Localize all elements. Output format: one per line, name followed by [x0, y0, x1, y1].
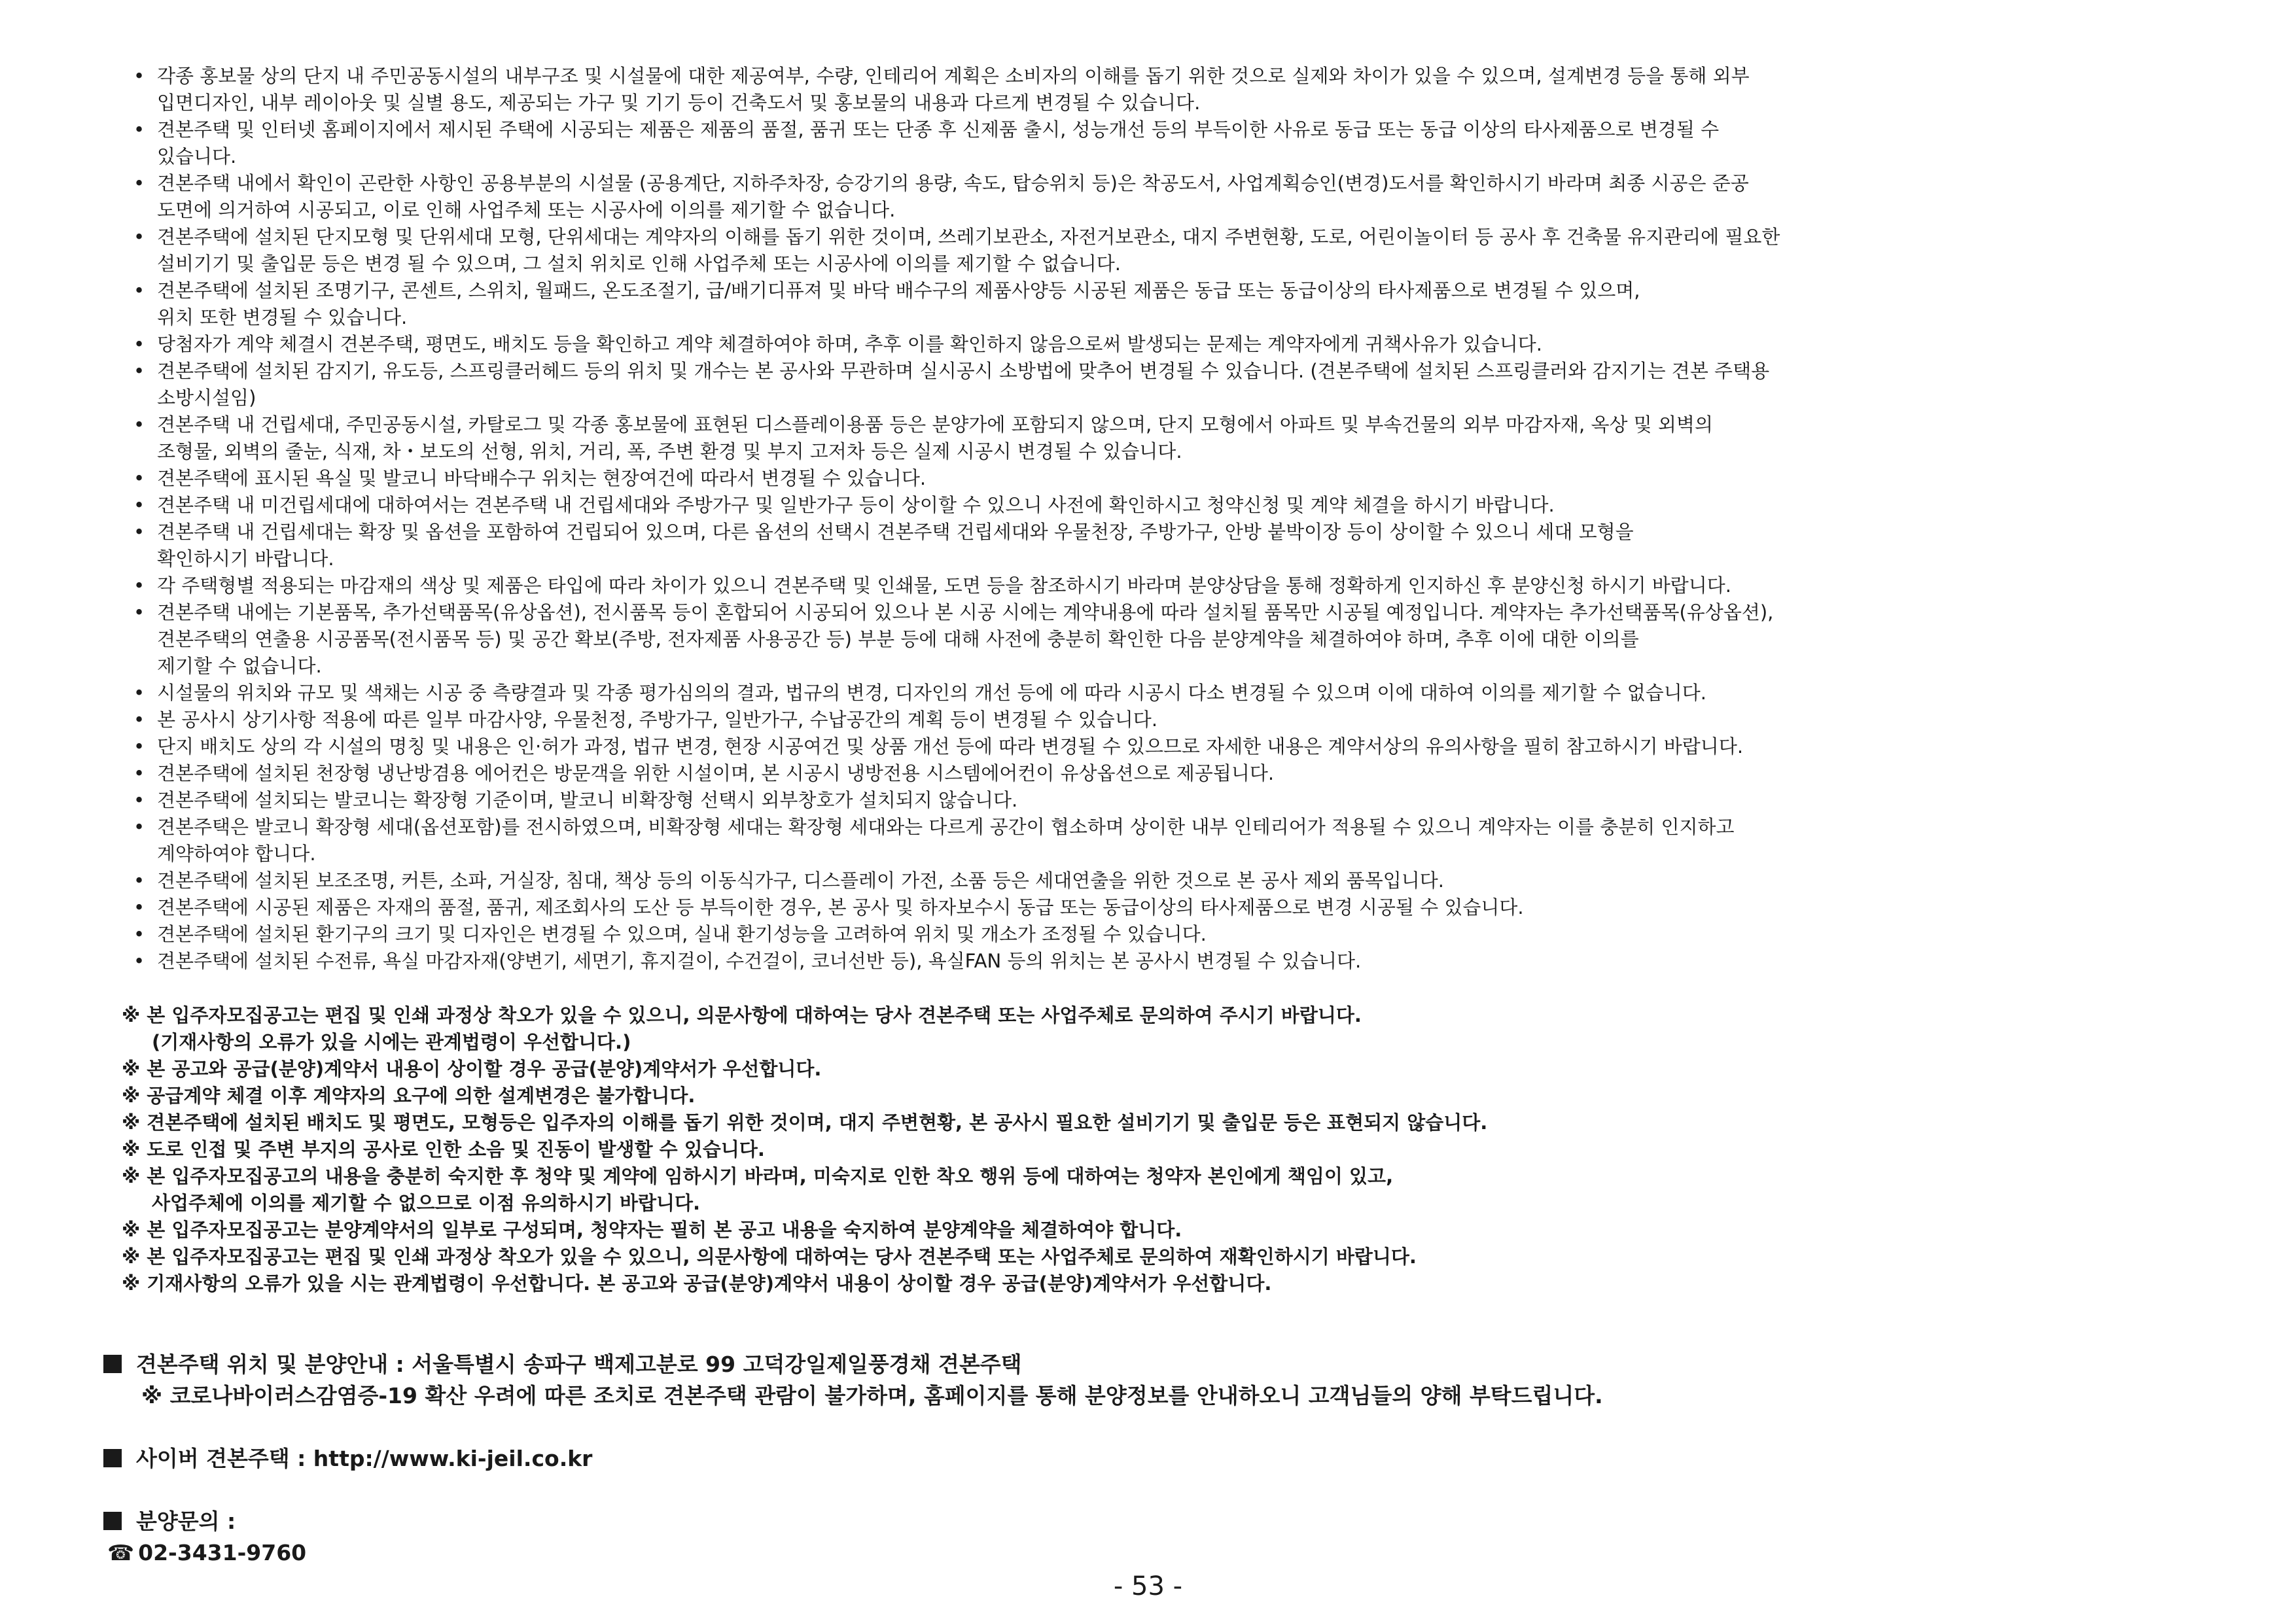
notice-item: • 본 공사시 상기사항 적용에 따른 일부 마감사양, 우물천정, 주방가구, 일반가구, 수납공간의 계획 등이 변경될 수 있습니다. — [131, 707, 2212, 733]
note-item: ※ 기재사항의 오류가 있을 시는 관계법령이 우선합니다. 본 공고와 공급(분양)계약서 내용이 상이할 경우 공급(분양)계약서가 우선합니다. — [122, 1272, 1272, 1295]
note-item: ※ 본 입주자모집공고는 분양계약서의 일부로 구성되며, 청약자는 필히 본 공고 내용을 숙지하여 분양계약을 체결하여야 합니다. — [122, 1219, 1182, 1241]
square-bullet-icon — [103, 1355, 122, 1373]
square-bullet-icon — [103, 1449, 122, 1467]
notice-item: • 견본주택에 설치된 조명기구, 콘센트, 스위치, 월패드, 온도조절기, 급/배기디퓨져 및 바닥 배수구의 제품사양등 시공된 제품은 동급 또는 동급이상의 타사제품으로 변경될 수 있으며, 위치 또한 변경될 수 있습니다. — [131, 277, 2212, 331]
model-house-info — [103, 1318, 2230, 1569]
notice-item: • 견본주택에 설치된 보조조명, 커튼, 소파, 거실장, 침대, 책상 등의 이동식가구, 디스플레이 가전, 소품 등은 세대연출을 위한 것으로 본 공사 제외 품목입니다. — [131, 867, 2212, 894]
covid-note: ※ 코로나바이러스감염증-19 확산 우려에 따른 조치로 견본주택 관람이 불가하며, 홈페이지를 통해 분양정보를 안내하오니 고객님들의 양해 부탁드립니다. — [141, 1383, 1603, 1408]
notice-item: • 견본주택은 발코니 확장형 세대(옵션포함)를 전시하였으며, 비확장형 세대는 확장형 세대와는 다르게 공간이 협소하며 상이한 내부 인테리어가 적용될 수 있으니 계약자는 이를 충분히 인지하고 계약하여야 합니다. — [131, 814, 2212, 867]
notice-item: • 견본주택 내 미건립세대에 대하여서는 견본주택 내 건립세대와 주방가구 및 일반가구 등이 상이할 수 있으니 사전에 확인하시고 청약신청 및 계약 체결을 하시기 바랍니다. — [131, 492, 2212, 519]
notice-item: • 각 주택형별 적용되는 마감재의 색상 및 제품은 타입에 따라 차이가 있으니 견본주택 및 인쇄물, 도면 등을 참조하시기 바라며 분양상담을 통해 정확하게 인지하신 후 분양신청 하시기 바랍니다. — [131, 572, 2212, 599]
note-item: ※ 본 입주자모집공고의 내용을 충분히 숙지한 후 청약 및 계약에 임하시기 바라며, 미숙지로 인한 착오 행위 등에 대하여는 청약자 본인에게 책임이 있고, 사업주체에 이의를 제기할 수 없으므로 이점 유의하시기 바랍니다. — [122, 1165, 1394, 1214]
notice-item: • 시설물의 위치와 규모 및 색채는 시공 중 측량결과 및 각종 평가심의의 결과, 법규의 변경, 디자인의 개선 등에 에 따라 시공시 다소 변경될 수 있으며 이에 대하여 이의를 제기할 수 없습니다. — [131, 680, 2212, 707]
notice-item: • 견본주택에 설치된 수전류, 욕실 마감자재(양변기, 세면기, 휴지걸이, 수건걸이, 코너선반 등), 욕실FAN 등의 위치는 본 공사시 변경될 수 있습니다. — [131, 948, 2212, 975]
notice-item: • 견본주택에 설치된 감지기, 유도등, 스프링클러헤드 등의 위치 및 개수는 본 공사와 무관하며 실시공시 소방법에 맞추어 변경될 수 있습니다. (견본주택에 설치된 스프링클러와 감지기는 견본 주택용 소방시설임) — [131, 358, 2212, 411]
cyber-row — [103, 1412, 2230, 1475]
notice-item: • 견본주택 내에서 확인이 곤란한 사항인 공용부분의 시설물 (공용계단, 지하주차장, 승강기의 용량, 속도, 탑승위치 등)은 착공도서, 사업계획승인(변경)도서를 확인하시기 바라며 최종 시공은 준공 도면에 의거하여 시공되고, 이로 인해 사업주체 또는 시공사에 이의를 제기할 수 없습니다. — [131, 170, 2212, 224]
notice-bullet-list — [131, 63, 2212, 975]
note-item: ※ 본 공고와 공급(분양)계약서 내용이 상이할 경우 공급(분양)계약서가 우선합니다. — [122, 1058, 822, 1080]
phone-icon: ☎ — [107, 1540, 135, 1565]
note-item: ※ 도로 인접 및 주변 부지의 공사로 인한 소음 및 진동이 발생할 수 있습니다. — [122, 1138, 765, 1161]
notice-item: • 견본주택에 설치된 단지모형 및 단위세대 모형, 단위세대는 계약자의 이해를 돕기 위한 것이며, 쓰레기보관소, 자전거보관소, 대지 주변현황, 도로, 어린이놀이터 등 공사 후 건축물 유지관리에 필요한 설비기기 및 출입문 등은 변경 될 수 있으며, 그 설치 위치로 인해 사업주체 또는 시공사에 이의를 제기할 수 없습니다. — [131, 224, 2212, 277]
note-item: ※ 견본주택에 설치된 배치도 및 평면도, 모형등은 입주자의 이해를 돕기 위한 것이며, 대지 주변현황, 본 공사시 필요한 설비기기 및 출입문 등은 표현되지 않습니다. — [122, 1111, 1488, 1134]
notice-item: • 견본주택에 시공된 제품은 자재의 품절, 품귀, 제조회사의 도산 등 부득이한 경우, 본 공사 및 하자보수시 동급 또는 동급이상의 타사제품으로 변경 시공될 수 있습니다. — [131, 894, 2212, 921]
note-item: ※ 본 입주자모집공고는 편집 및 인쇄 과정상 착오가 있을 수 있으니, 의문사항에 대하여는 당사 견본주택 또는 사업주체로 문의하여 재확인하시기 바랍니다. — [122, 1246, 1417, 1268]
notice-item: • 견본주택 내 건립세대는 확장 및 옵션을 포함하여 건립되어 있으며, 다른 옵션의 선택시 견본주택 건립세대와 우물천장, 주방가구, 안방 붙박이장 등이 상이할 수 있으니 세대 모형을 확인하시기 바랍니다. — [131, 519, 2212, 572]
cyber-model-house-link[interactable]: 사이버 견본주택 : http://www.ki-jeil.co.kr — [136, 1446, 593, 1471]
notice-item: • 견본주택에 설치된 환기구의 크기 및 디자인은 변경될 수 있으며, 실내 환기성능을 고려하여 위치 및 개소가 조정될 수 있습니다. — [131, 921, 2212, 948]
notice-item: • 당첨자가 계약 체결시 견본주택, 평면도, 배치도 등을 확인하고 계약 체결하여야 하며, 추후 이를 확인하지 않음으로써 발생되는 문제는 계약자에게 귀책사유가 있습니다. — [131, 331, 2212, 358]
note-item: ※ 공급계약 체결 이후 계약자의 요구에 의한 설계변경은 불가합니다. — [122, 1085, 696, 1107]
notice-item: • 견본주택 내 건립세대, 주민공동시설, 카탈로그 및 각종 홍보물에 표현된 디스플레이용품 등은 분양가에 포함되지 않으며, 단지 모형에서 아파트 및 부속건물의 외부 마감자재, 옥상 및 외벽의 조형물, 외벽의 줄눈, 식재, 차・보도의 선형, 위치, 거리, 폭, 주변 환경 및 부지 고저차 등은 실제 시공시 변경될 수 있습니다. — [131, 411, 2212, 465]
important-notes — [122, 1002, 2216, 1297]
inquiry-row — [103, 1475, 2230, 1569]
notice-item: • 각종 홍보물 상의 단지 내 주민공동시설의 내부구조 및 시설물에 대한 제공여부, 수량, 인테리어 계획은 소비자의 이해를 돕기 위한 것으로 실제와 차이가 있을 수 있으며, 설계변경 등을 통해 외부 입면디자인, 내부 레이아웃 및 실별 용도, 제공되는 가구 및 기기 등이 건축도서 및 홍보물의 내용과 다르게 변경될 수 있습니다. — [131, 63, 2212, 116]
phone-number: 02-3431-9760 — [138, 1540, 307, 1565]
square-bullet-icon — [103, 1512, 122, 1530]
location-text: 견본주택 위치 및 분양안내 : 서울특별시 송파구 백제고분로 99 고덕강일제일풍경채 견본주택 — [136, 1352, 1022, 1377]
notice-item: • 견본주택에 설치되는 발코니는 확장형 기준이며, 발코니 비확장형 선택시 외부창호가 설치되지 않습니다. — [131, 787, 2212, 814]
notice-item: • 견본주택 내에는 기본품목, 추가선택품목(유상옵션), 전시품목 등이 혼합되어 시공되어 있으나 본 시공 시에는 계약내용에 따라 설치될 품목만 시공될 예정입니다. 계약자는 추가선택품목(유상옵션), 견본주택의 연출용 시공품목(전시품목 등) 및 공간 확보(주방, 전자제품 사용공간 등) 부분 등에 대해 사전에 충분히 확인한 다음 분양계약을 체결하여야 하며, 추후 이에 대한 이의를 제기할 수 없습니다. — [131, 599, 2212, 680]
notice-item: • 단지 배치도 상의 각 시설의 명칭 및 내용은 인·허가 과정, 법규 변경, 현장 시공여건 및 상품 개선 등에 따라 변경될 수 있으므로 자세한 내용은 계약서상의 유의사항을 필히 참고하시기 바랍니다. — [131, 733, 2212, 760]
note-item: ※ 본 입주자모집공고는 편집 및 인쇄 과정상 착오가 있을 수 있으니, 의문사항에 대하여는 당사 견본주택 또는 사업주체로 문의하여 주시기 바랍니다. (기재사항의 오류가 있을 시에는 관계법령이 우선합니다.) — [122, 1004, 1362, 1053]
notice-item: • 견본주택에 표시된 욕실 및 발코니 바닥배수구 위치는 현장여건에 따라서 변경될 수 있습니다. — [131, 465, 2212, 492]
notice-item: • 견본주택에 설치된 천장형 냉난방겸용 에어컨은 방문객을 위한 시설이며, 본 시공시 냉방전용 시스템에어컨이 유상옵션으로 제공됩니다. — [131, 760, 2212, 787]
notice-item: • 견본주택 및 인터넷 홈페이지에서 제시된 주택에 시공되는 제품은 제품의 품절, 품귀 또는 단종 후 신제품 출시, 성능개선 등의 부득이한 사유로 동급 또는 동급 이상의 타사제품으로 변경될 수 있습니다. — [131, 116, 2212, 170]
location-row — [103, 1318, 2230, 1380]
page-number: - 53 - — [1113, 1571, 1183, 1601]
inquiry-label: 분양문의 : — [136, 1509, 236, 1534]
